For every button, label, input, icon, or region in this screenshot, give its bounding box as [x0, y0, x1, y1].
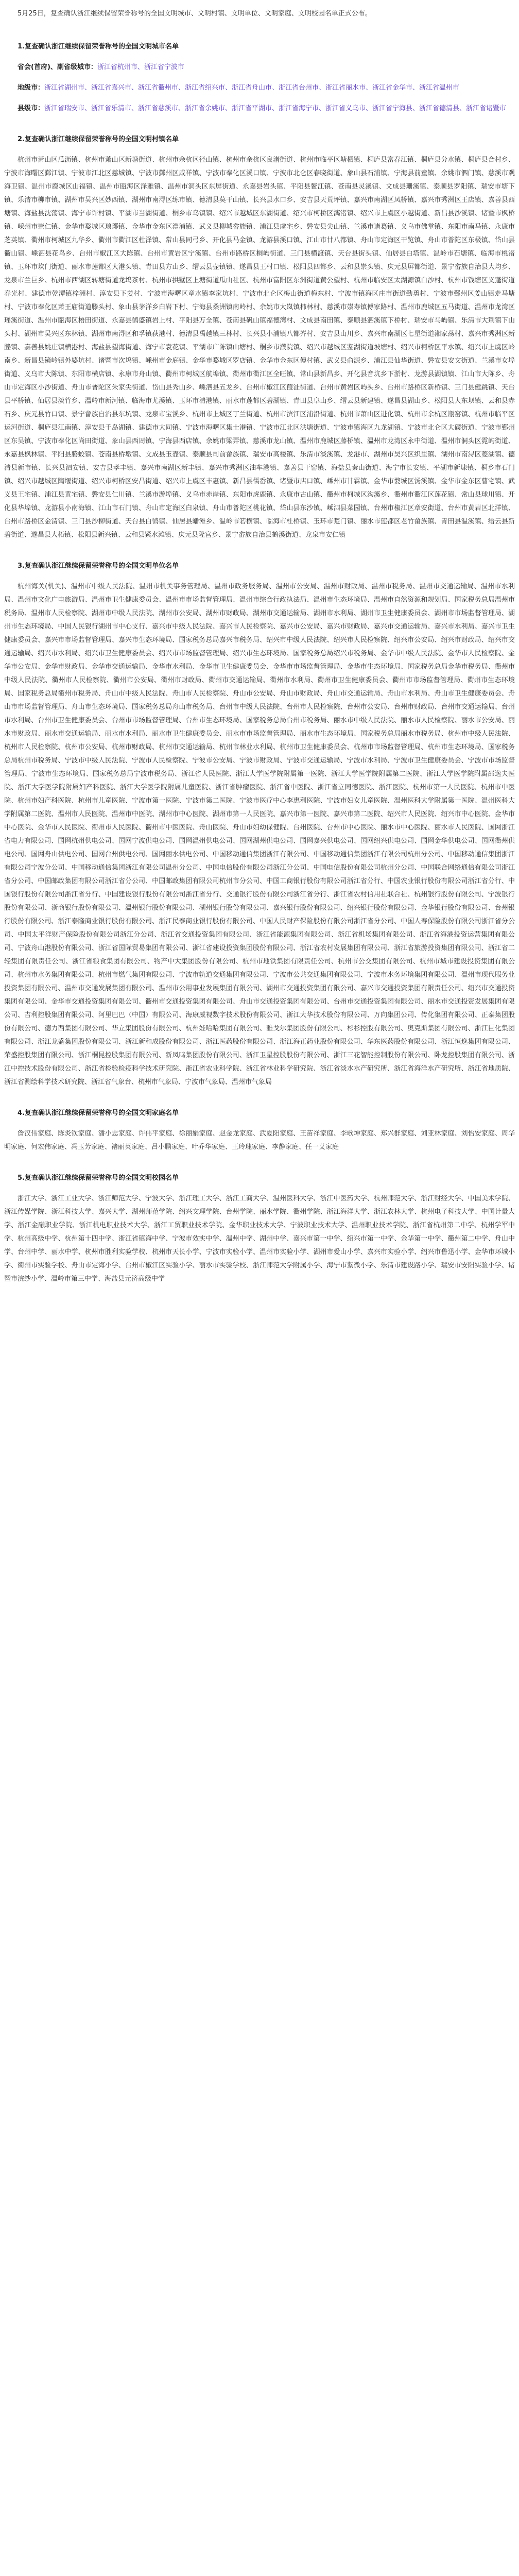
section-title: 5.复查确认浙江继续保留荣誉称号的全国文明校园名单 [18, 1174, 179, 1182]
group-label: 省会(首府)、副省级城市： [18, 63, 97, 71]
group-content: 浙江省瑞安市、浙江省乐清市、浙江省慈溪市、浙江省余姚市、浙江省平湖市、浙江省海宁市、浙江省义乌市、浙江省宁海县、浙江省德清县、浙江省诸暨市 [44, 105, 507, 112]
section-title: 2.复查确认浙江继续保留荣誉称号的全国文明村镇名单 [18, 135, 179, 143]
section-title: 3.复查确认浙江继续保留荣誉称号的全国文明单位名单 [18, 562, 179, 570]
group-label: 地级市： [18, 84, 45, 92]
group-content: 浙江省杭州市、浙江省宁波市 [97, 63, 184, 71]
section-civilized-cities [4, 40, 515, 115]
section-civilized-campuses [4, 1172, 515, 1286]
section-civilized-families [4, 1107, 515, 1154]
city-group-capital [4, 61, 515, 74]
section-title: 1.复查确认浙江继续保留荣誉称号的全国文明城市名单 [18, 43, 179, 50]
section-content: 杭州海关(机关)、温州市中级人民法院、温州市机关事务管理局、温州市政务服务局、温州市公安局、温州市财政局、温州市税务局、温州市交通运输局、温州市水利局、温州市文化广电旅游局、温州市卫生健康委员会、温州市市场监督管理局、温州市综合行政执法局、温州市生态环境局、温州市自然资源和规划局、国家税务总局温州市税务局、温州市人民检察院、湖州市中级人民法院、湖州市公安局、湖州市财政局、湖州市交通运输局、湖州市水利局、湖州市卫生健康委员会、湖州市市场监督管理局、湖州市生态环境局、中国人民银行湖州市中心支行、嘉兴市中级人民法院、嘉兴市人民检察院、嘉兴市公安局、嘉兴市财政局、嘉兴市交通运输局、嘉兴市水利局、嘉兴市卫生健康委员会、嘉兴市市场监督管理局、嘉兴市生态环境局、国家税务总局嘉兴市税务局、绍兴市中级人民法院、绍兴市人民检察院、绍兴市公安局、绍兴市财政局、绍兴市交通运输局、绍兴市水利局、绍兴市卫生健康委员会、绍兴市市场监督管理局、绍兴市生态环境局、国家税务总局绍兴市税务局、金华市中级人民法院、金华市人民检察院、金华市公安局、金华市财政局、金华市交通运输局、金华市水利局、金华市卫生健康委员会、金华市市场监督管理局、金华市生态环境局、国家税务总局金华市税务局、衢州市中级人民法院、衢州市人民检察院、衢州市公安局、衢州市财政局、衢州市交通运输局、衢州市水利局、衢州市卫生健康委员会、衢州市市场监督管理局、衢州市生态环境局、国家税务总局衢州市税务局、舟山市中级人民法院、舟山市人民检察院、舟山市公安局、舟山市财政局、舟山市交通运输局、舟山市水利局、舟山市卫生健康委员会、舟山市市场监督管理局、舟山市生态环境局、国家税务总局舟山市税务局、台州市中级人民法院、台州市人民检察院、台州市公安局、台州市财政局、台州市交通运输局、台州市水利局、台州市卫生健康委员会、台州市市场监督管理局、台州市生态环境局、国家税务总局台州市税务局、丽水市中级人民法院、丽水市人民检察院、丽水市公安局、丽水市财政局、丽水市交通运输局、丽水市水利局、丽水市卫生健康委员会、丽水市市场监督管理局、丽水市生态环境局、国家税务总局丽水市税务局、杭州市中级人民法院、杭州市人民检察院、杭州市公安局、杭州市财政局、杭州市交通运输局、杭州市林业水利局、杭州市卫生健康委员会、杭州市市场监督管理局、杭州市生态环境局、国家税务总局杭州市税务局、宁波市中级人民法院、宁波市人民检察院、宁波市公安局、宁波市财政局、宁波市交通运输局、宁波市水利局、宁波市卫生健康委员会、宁波市市场监督管理局、宁波市生态环境局、国家税务总局宁波市税务局、浙江省人民医院、浙江大学医学院附属第一医院、浙江大学医学院附属第二医院、浙江大学医学院附属邵逸夫医院、浙江大学医学院附属妇产科医院、浙江大学医学院附属儿童医院、浙江省肿瘤医院、浙江省中医院、浙江省立同德医院、浙江医院、杭州市第一人民医院、杭州市中医院、杭州市妇产科医院、杭州市儿童医院、宁波市第一医院、宁波市第二医院、宁波市医疗中心李惠利医院、宁波市妇女儿童医院、温州医科大学附属第一医院、温州医科大学附属第二医院、温州市人民医院、温州市中医院、湖州市中心医院、湖州市第一人民医院、嘉兴市第一医院、嘉兴市第二医院、绍兴市人民医院、绍兴市中心医院、金华市中心医院、金华市人民医院、衢州市人民医院、衢州市中医医院、舟山医院、舟山市妇幼保健院、台州医院、台州市中心医院、丽水市中心医院、丽水市人民医院、国网浙江省电力有限公司、国网杭州供电公司、国网宁波供电公司、国网温州供电公司、国网湖州供电公司、国网嘉兴供电公司、国网绍兴供电公司、国网金华供电公司、国网衢州供电公司、国网舟山供电公司、国网台州供电公司、国网丽水供电公司、中国移动通信集团浙江有限公司、中国移动通信集团浙江有限公司杭州分公司、中国移动通信集团浙江有限公司宁波分公司、中国移动通信集团浙江有限公司温州分公司、中国电信股份有限公司浙江分公司、中国电信股份有限公司杭州分公司、中国联合网络通信有限公司浙江省分公司、中国邮政集团有限公司浙江省分公司、中国邮政集团有限公司杭州市分公司、中国工商银行股份有限公司浙江省分行、中国农业银行股份有限公司浙江省分行、中国银行股份有限公司浙江省分行、中国建设银行股份有限公司浙江省分行、交通银行股份有限公司浙江省分行、浙江省农村信用社联合社、杭州银行股份有限公司、宁波银行股份有限公司、浙商银行股份有限公司、温州银行股份有限公司、湖州银行股份有限公司、嘉兴银行股份有限公司、绍兴银行股份有限公司、金华银行股份有限公司、台州银行股份有限公司、浙江泰隆商业银行股份有限公司、浙江民泰商业银行股份有限公司、中国人民财产保险股份有限公司浙江省分公司、中国人寿保险股份有限公司浙江省分公司、中国太平洋财产保险股份有限公司浙江分公司、浙江省交通投资集团有限公司、浙江省能源集团有限公司、浙江省机场集团有限公司、浙江省海港投资运营集团有限公司、宁波舟山港股份有限公司、浙江省国际贸易集团有限公司、浙江省建设投资集团股份有限公司、浙江省农村发展集团有限公司、浙江省旅游投资集团有限公司、浙江省二轻集团有限责任公司、浙江省粮食集团有限公司、物产中大集团股份有限公司、杭州市地铁集团有限责任公司、杭州市公交集团有限公司、杭州市城市建设投资集团有限公司、杭州市水务集团有限公司、杭州市燃气集团有限公司、宁波市轨道交通集团有限公司、宁波市公共交通集团有限公司、宁波市水务环境集团有限公司、温州市现代服务业投资集团有限公司、温州市交通发展集团有限公司、温州市公用事业发展集团有限公司、湖州市交通投资集团有限公司、嘉兴市交通投资集团有限责任公司、绍兴市交通投资集团有限公司、金华市交通投资集团有限公司、衢州市交通投资集团有限公司、舟山市交通投资集团有限公司、台州市交通投资集团有限公司、丽水市交通投资发展集团有限公司、吉利控股集团有限公司、阿里巴巴（中国）有限公司、海康威视数字技术股份有限公司、浙江大华技术股份有限公司、万向集团公司、传化集团有限公司、正泰集团股份有限公司、德力西集团有限公司、华立集团股份有限公司、杭州娃哈哈集团有限公司、雅戈尔集团股份有限公司、杉杉控股有限公司、奥克斯集团有限公司、浙江巨化集团有限公司、浙江龙盛集团股份有限公司、浙江新和成股份有限公司、浙江医药股份有限公司、浙江海正药业股份有限公司、华东医药股份有限公司、浙江恒逸集团有限公司、荣盛控股集团有限公司、浙江桐昆控股集团有限公司、新凤鸣集团股份有限公司、浙江卫星控股股份有限公司、浙江三花智能控制股份有限公司、卧龙控股集团有限公司、浙江中控技术股份有限公司、浙江省检验检疫科学技术研究院、浙江省农业科学院、浙江省林业科学研究院、浙江省淡水水产研究所、浙江省海洋水产研究所、浙江省地质院、浙江省测绘科学技术研究院、浙江省气象台、杭州市气象局、宁波市气象局、温州市气象局 [4, 583, 515, 1086]
article-intro: 5月25日，复查确认浙江继续保留荣誉称号的全国文明城市、文明村镇、文明单位、文明家庭、文明校园名单正式公布。 [18, 10, 372, 18]
section-content: 詹汉伟家庭、陈炎钦家庭、潘小忠家庭、许伟平家庭、徐丽娟家庭、赵金龙家庭、武夏阳家庭、王苗祥家庭、李歌坤家庭、郑兴群家庭、刘亚林家庭、刘怡安家庭、周华明家庭、何宏伟家庭、冯玉芳家庭、褚丽英家庭、吕小鹏家庭、叶乔华家庭、王玲瑰家庭、李静家庭、任一艾家庭 [4, 1130, 515, 1151]
city-group-county [4, 102, 515, 115]
city-group-prefecture [4, 81, 515, 95]
section-content: 杭州市萧山区瓜沥镇、杭州市萧山区新塘街道、杭州市余杭区径山镇、杭州市余杭区良渚街道、杭州市临平区塘栖镇、桐庐县富春江镇、桐庐县分水镇、桐庐县合村乡、宁波市海曙区鄞江镇、宁波市江北区慈城镇、宁波市鄞州区咸祥镇、宁波市奉化区溪口镇、宁波市北仑区春晓街道、象山县石浦镇、宁海县前童镇、余姚市泗门镇、慈溪市观海卫镇、温州市鹿城区山福镇、温州市瓯海区泽雅镇、温州市洞头区东屏街道、永嘉县岩头镇、平阳县鳌江镇、苍南县灵溪镇、文成县珊溪镇、泰顺县罗阳镇、瑞安市塘下镇、乐清市柳市镇、湖州市吴兴区妙西镇、湖州市南浔区练市镇、德清县莫干山镇、长兴县水口乡、安吉县天荒坪镇、嘉兴市南湖区凤桥镇、嘉兴市秀洲区王店镇、嘉善县西塘镇、海盐县沈荡镇、海宁市许村镇、平湖市当湖街道、桐乡市乌镇镇、绍兴市越城区东湖街道、绍兴市柯桥区漓渚镇、绍兴市上虞区小越街道、新昌县沙溪镇、诸暨市枫桥镇、嵊州市崇仁镇、金华市婺城区琅琊镇、金华市金东区澧浦镇、武义县柳城畲族镇、浦江县虞宅乡、磐安县尖山镇、兰溪市诸葛镇、义乌市佛堂镇、东阳市南马镇、永康市芝英镇、衢州市柯城区九华乡、衢州市衢江区杜泽镇、常山县同弓乡、开化县马金镇、龙游县溪口镇、江山市廿八都镇、舟山市定海区干览镇、舟山市普陀区东极镇、岱山县衢山镇、嵊泗县花鸟乡、台州市椒江区大陈镇、台州市黄岩区宁溪镇、台州市路桥区桐屿街道、三门县横渡镇、天台县街头镇、仙居县白塔镇、温岭市石塘镇、临海市桃渚镇、玉环市坎门街道、丽水市莲都区大港头镇、青田县方山乡、缙云县壶镇镇、遂昌县王村口镇、松阳县四都乡、云和县崇头镇、庆元县屏都街道、景宁畲族自治县大均乡、龙泉市兰巨乡、杭州市西湖区转塘街道龙坞茶村、杭州市拱墅区上塘街道瓜山社区、杭州市富阳区东洲街道黄公望村、杭州市临安区太湖源镇白沙村、杭州市钱塘区义蓬街道春光村、建德市乾潭镇梓洲村、淳安县下姜村、宁波市海曙区章水镇李家坑村、宁波市北仑区梅山街道梅东村、宁波市镇海区庄市街道勤勇村、宁波市鄞州区姜山镇走马塘村、宁波市奉化区萧王庙街道滕头村、象山县茅洋乡白岩下村、宁海县桑洲镇南岭村、余姚市大岚镇柿林村、慈溪市崇寿镇傅家路村、温州市鹿城区五马街道、温州市龙湾区瑶溪街道、温州市瓯海区梧田街道、永嘉县鹤盛镇岩上村、平阳县万全镇、苍南县矾山镇福德湾村、文成县南田镇、泰顺县泗溪镇下桥村、瑞安市马屿镇、乐清市大荆镇下山头村、湖州市吴兴区东林镇、湖州市南浔区和孚镇荻港村、德清县禹越镇三林村、长兴县小浦镇八都岕村、安吉县山川乡、嘉兴市南湖区七星街道湘家荡村、嘉兴市秀洲区新塍镇、嘉善县姚庄镇横港村、海盐县望海街道、海宁市袁花镇、平湖市广陈镇山塘村、桐乡市濮院镇、绍兴市越城区鉴湖街道坡塘村、绍兴市柯桥区平水镇、绍兴市上虞区岭南乡、新昌县镜岭镇外婆坑村、诸暨市次坞镇、嵊州市金庭镇、金华市婺城区罗店镇、金华市金东区傅村镇、武义县俞源乡、浦江县仙华街道、磐安县安文街道、兰溪市女埠街道、义乌市大陈镇、东阳市横店镇、永康市舟山镇、衢州市柯城区航埠镇、衢州市衢江区全旺镇、常山县新昌乡、开化县音坑乡下淤村、龙游县湖镇镇、江山市大陈乡、舟山市定海区小沙街道、舟山市普陀区朱家尖街道、岱山县秀山乡、嵊泗县五龙乡、台州市椒江区葭沚街道、台州市黄岩区屿头乡、台州市路桥区新桥镇、三门县健跳镇、天台县平桥镇、仙居县淡竹乡、温岭市新河镇、临海市尤溪镇、玉环市清港镇、丽水市莲都区碧湖镇、青田县阜山乡、缙云县新建镇、遂昌县湖山乡、松阳县大东坝镇、云和县赤石乡、庆元县竹口镇、景宁畲族自治县东坑镇、龙泉市宝溪乡、杭州市上城区丁兰街道、杭州市滨江区浦沿街道、杭州市萧山区进化镇、杭州市余杭区瓶窑镇、杭州市临平区运河街道、桐庐县江南镇、淳安县千岛湖镇、建德市大同镇、宁波市海曙区集士港镇、宁波市江北区洪塘街道、宁波市镇海区九龙湖镇、宁波市北仑区大碶街道、宁波市鄞州区东吴镇、宁波市奉化区尚田街道、象山县西周镇、宁海县西店镇、余姚市梁弄镇、慈溪市龙山镇、温州市鹿城区藤桥镇、温州市龙湾区永中街道、温州市洞头区霓屿街道、永嘉县枫林镇、平阳县腾蛟镇、苍南县桥墩镇、文成县玉壶镇、泰顺县司前畲族镇、瑞安市高楼镇、乐清市淡溪镇、龙港市、湖州市吴兴区织里镇、湖州市南浔区菱湖镇、德清县新市镇、长兴县泗安镇、安吉县孝丰镇、嘉兴市南湖区新丰镇、嘉兴市秀洲区油车港镇、嘉善县干窑镇、海盐县秦山街道、海宁市长安镇、平湖市新埭镇、桐乡市石门镇、绍兴市越城区陶堰街道、绍兴市柯桥区安昌街道、绍兴市上虞区丰惠镇、新昌县儒岙镇、诸暨市店口镇、嵊州市甘霖镇、金华市婺城区汤溪镇、金华市金东区曹宅镇、武义县王宅镇、浦江县黄宅镇、磐安县仁川镇、兰溪市游埠镇、义乌市赤岸镇、东阳市虎鹿镇、永康市古山镇、衢州市柯城区沟溪乡、衢州市衢江区莲花镇、常山县球川镇、开化县华埠镇、龙游县小南海镇、江山市石门镇、舟山市定海区白泉镇、舟山市普陀区桃花镇、岱山县东沙镇、嵊泗县菜园镇、台州市椒江区章安街道、台州市黄岩区北洋镇、台州市路桥区金清镇、三门县沙柳街道、天台县白鹤镇、仙居县皤滩乡、温岭市箬横镇、临海市杜桥镇、玉环市楚门镇、丽水市莲都区老竹畲族镇、青田县温溪镇、缙云县新碧街道、遂昌县大柘镇、松阳县新兴镇、云和县紧水滩镇、庆元县隆宫乡、景宁畲族自治县鹤溪街道、龙泉市安仁镇 [4, 156, 515, 539]
section-civilized-units [4, 560, 515, 1089]
group-label: 县级市： [18, 105, 45, 112]
group-content: 浙江省湖州市、浙江省嘉兴市、浙江省衢州市、浙江省绍兴市、浙江省舟山市、浙江省台州市、浙江省丽水市、浙江省金华市、浙江省温州市 [44, 84, 460, 92]
section-title: 4.复查确认浙江继续保留荣誉称号的全国文明家庭名单 [18, 1109, 179, 1117]
section-content: 浙江大学、浙江工业大学、浙江师范大学、宁波大学、浙江理工大学、浙江工商大学、温州医科大学、浙江中医药大学、杭州师范大学、浙江财经大学、中国美术学院、浙江传媒学院、浙江科技大学、嘉兴大学、湖州师范学院、绍兴文理学院、台州学院、丽水学院、衢州学院、浙江海洋大学、浙江农林大学、杭州电子科技大学、中国计量大学、浙江金融职业学院、浙江机电职业技术大学、浙江工贸职业技术学院、金华职业技术大学、宁波职业技术大学、温州职业技术学院、浙江省杭州第二中学、杭州学军中学、杭州高级中学、杭州第十四中学、浙江省镇海中学、宁波市效实中学、温州中学、湖州中学、嘉兴市第一中学、绍兴市第一中学、金华第一中学、衢州第二中学、舟山中学、台州中学、丽水中学、杭州市胜利实验学校、杭州市天长小学、宁波市实验小学、温州市实验小学、湖州市爱山小学、嘉兴市实验小学、绍兴市鲁迅小学、金华市环城小学、衢州市实验学校、舟山市定海小学、台州市椒江区实验小学、丽水市实验学校、浙江师范大学附属小学、海宁市紫微小学、乐清市建设路小学、瑞安市安阳实验小学、诸暨市浣纱小学、温岭市第三中学、海盐县元济高级中学 [4, 1195, 515, 1283]
section-civilized-villages [4, 133, 515, 542]
